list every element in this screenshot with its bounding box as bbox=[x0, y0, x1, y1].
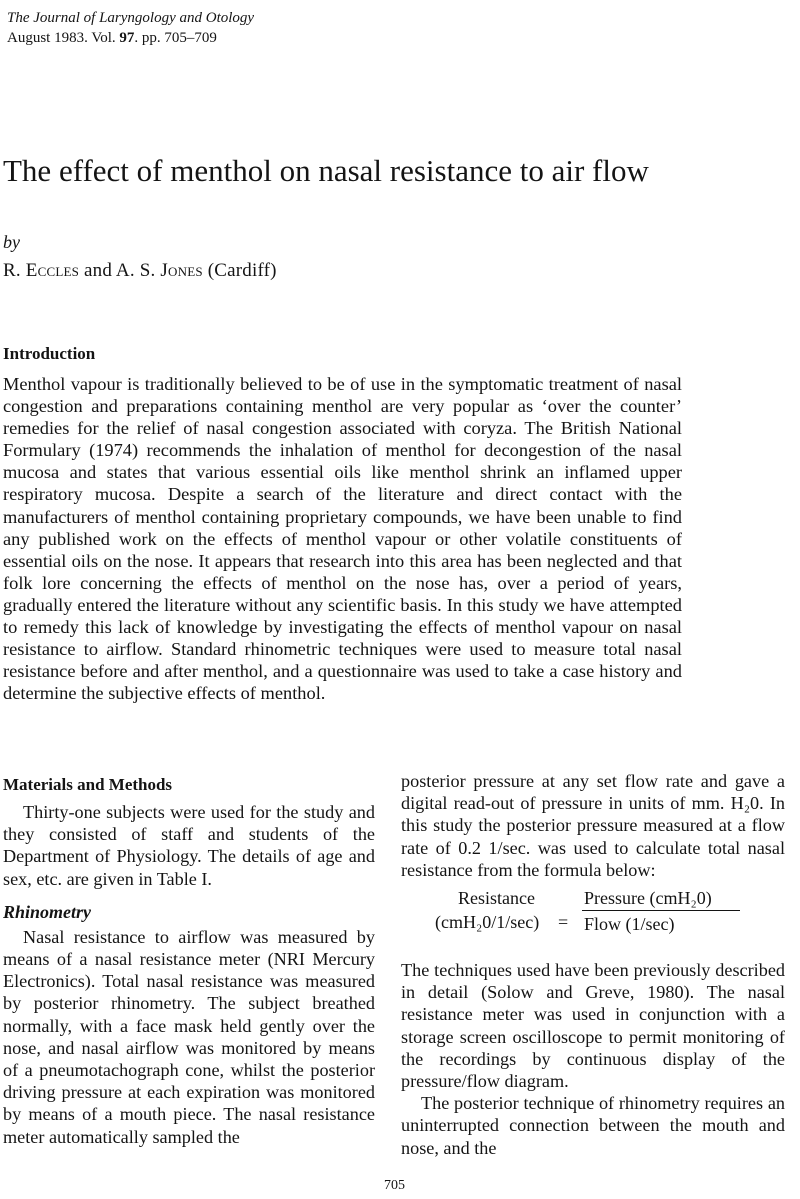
introduction-heading: Introduction bbox=[3, 344, 96, 363]
journal-name: The Journal of Laryngology and Otology bbox=[7, 10, 255, 26]
author2-name: Jones bbox=[160, 260, 203, 281]
left-column bbox=[3, 775, 375, 1148]
formula-denominator: Flow (1/sec) bbox=[584, 914, 675, 935]
authors bbox=[3, 260, 277, 282]
formula-lhs-unit: (cmH₂0/1/sec) bbox=[435, 912, 540, 933]
rhinometry-subheading: Rhinometry bbox=[3, 901, 92, 922]
page-number: 705 bbox=[384, 1178, 405, 1193]
author1-initial: R. bbox=[3, 260, 26, 281]
posterior-pressure-paragraph: posterior pressure at any set flow rate and gave a digital read-out of pressure in units of mm. H₂0. In this study the posterior pressure measured at a flow rate of 0.2 1/sec. was used to calculate total nasal resistance from the formula below: bbox=[401, 771, 785, 880]
methods-heading: Materials and Methods bbox=[3, 775, 173, 794]
right-column bbox=[401, 770, 785, 1159]
posterior-technique-paragraph: The posterior technique of rhinometry requires an uninterrupted connection between the mouth and nose, and the bbox=[401, 1093, 785, 1158]
rhinometry-paragraph: Nasal resistance to airflow was measured by means of a nasal resistance meter (NRI Mercury Electronics). Total nasal resistance was measured by posterior rhinometry. The subject breathed normally, with a face mask held gently over the nose, and nasal airflow was monitored by means of a pneumotachograph cone, whilst the posterior driving pressure at each expiration was monitored by means of a mouth piece. The nasal resistance meter automatically sampled the bbox=[3, 926, 375, 1147]
by-line: by bbox=[3, 232, 20, 252]
formula-fraction-bar bbox=[582, 910, 740, 911]
article-title: The effect of menthol on nasal resistance to air flow bbox=[3, 153, 649, 188]
resistance-formula bbox=[401, 886, 785, 946]
methods-paragraph-subjects: Thirty-one subjects were used for the study and they consisted of staff and students of the Department of Physiology. The details of age and sex, etc. are given in Table I. bbox=[3, 802, 375, 889]
formula-numerator: Pressure (cmH₂0) bbox=[584, 888, 712, 909]
formula-equals: = bbox=[558, 912, 569, 933]
introduction-paragraph: Menthol vapour is traditionally believed to be of use in the symptomatic treatment of nasal congestion and preparations containing menthol are very popular as ‘over the counter’ remedies for the relief of nasal congestion associated with coryza. The British National Formulary (1974) recommends the inhalation of menthol for decongestion of the nasal mucosa and states that various essential oils like menthol shrink an inflamed upper respiratory mucosa. Despite a search of the literature and direct contact with the manufacturers of menthol containing proprietary compounds, we have been unable to find any published work on the effects of menthol vapour or other volatile constituents of essential oils on the nose. It appears that research into this area has been neglected and that folk lore concerning the effects of menthol on the nose has, over a period of years, gradually entered the literature without any scientific basis. In this study we have attempted to remedy this lack of knowledge by investigating the effects of menthol vapour on nasal resistance to airflow. Standard rhinometric techniques were used to measure total nasal resistance before and after menthol, and a questionnaire was used to take a case history and determine the subjective effects of menthol. bbox=[3, 374, 682, 704]
author1-name: Eccles bbox=[25, 260, 80, 281]
affiliation: (Cardiff) bbox=[202, 260, 277, 281]
techniques-paragraph: The techniques used have been previously described in detail (Solow and Greve, 1980). The nasal resistance meter was used in conjunction with a storage screen oscilloscope to permit monitoring of the recordings by continuous display of the pressure/flow diagram. bbox=[401, 960, 785, 1092]
authors-and: and A. S. bbox=[79, 260, 161, 281]
issue-line bbox=[7, 29, 217, 47]
issue-suffix: . pp. 705–709 bbox=[134, 30, 217, 46]
volume-number: 97 bbox=[119, 30, 135, 46]
formula-lhs-label: Resistance bbox=[458, 888, 535, 909]
issue-prefix: August 1983. Vol. bbox=[7, 30, 120, 46]
